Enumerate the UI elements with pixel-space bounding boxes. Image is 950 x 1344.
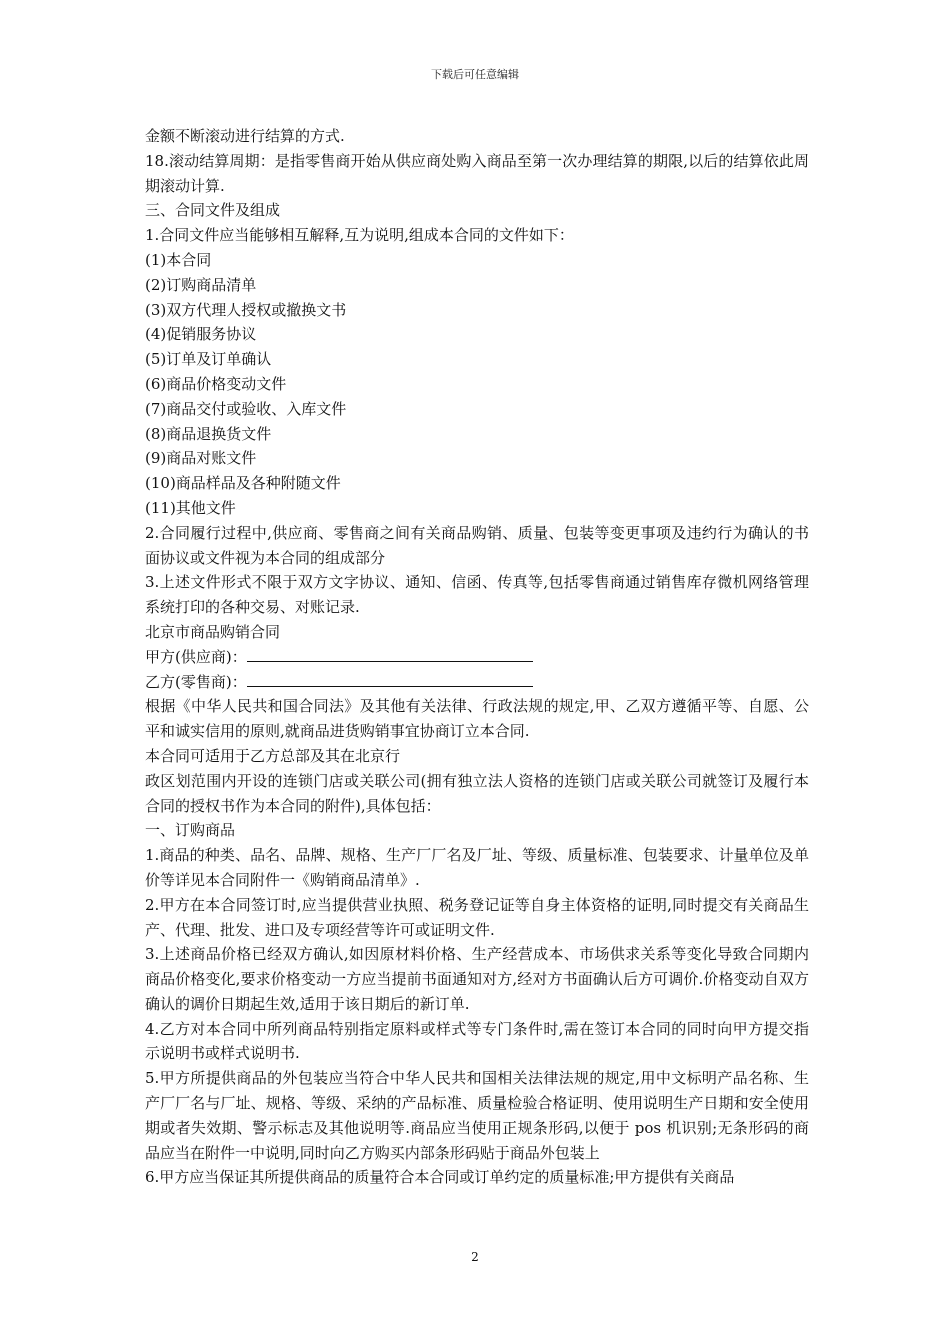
paragraph: 3.上述商品价格已经双方确认,如因原材料价格、生产经营成本、市场供求关系等变化导致合同期内商品价格变化,要求价格变动一方应当提前书面通知对方,经对方书面确认后方可调价.价格变动自双方确认的调价日期起生效,适用于该日期后的新订单. [145,945,809,1013]
party-a-line [145,645,809,670]
paragraph: 18.滚动结算周期：是指零售商开始从供应商处购入商品至第一次办理结算的期限,以后的结算依此周期滚动计算. [145,151,809,195]
page-header: 下载后可任意编辑 [431,68,519,81]
paragraph: 本合同可适用于乙方总部及其在北京行 [145,746,401,765]
contract-title: 北京市商品购销合同 [145,622,281,641]
document-body [145,124,809,1190]
section-heading: 三、合同文件及组成 [145,201,281,220]
page-number: 2 [471,1250,479,1264]
list-item: (4)促销服务协议 [145,325,257,344]
list-item: (7)商品交付或验收、入库文件 [145,399,347,418]
list-item: (5)订单及订单确认 [145,350,272,369]
list-item: (3)双方代理人授权或撤换文书 [145,300,347,319]
party-b-label: 乙方(零售商)： [145,672,247,691]
party-b-blank [247,672,533,687]
paragraph: 5.甲方所提供商品的外包装应当符合中华人民共和国相关法律法规的规定,用中文标明产品名称、生产厂厂名与厂址、规格、等级、采纳的产品标准、质量检验合格证明、使用说明生产日期和安全使用期或者失效期、警示标志及其他说明等.商品应当使用正规条形码,以便于 pos 机识别;无条形码的商品应当在附件一中说明,同时向乙方购买内部条形码贴于商品外包装上 [145,1069,809,1162]
paragraph: 2.合同履行过程中,供应商、零售商之间有关商品购销、质量、包装等变更事项及违约行为确认的书面协议或文件视为本合同的组成部分 [145,523,809,567]
list-item: (11)其他文件 [145,498,236,517]
paragraph: 政区划范围内开设的连锁门店或关联公司(拥有独立法人资格的连锁门店或关联公司就签订及履行本合同的授权书作为本合同的附件),具体包括： [145,771,809,815]
list-item: (10)商品样品及各种附随文件 [145,474,341,493]
list-item: (1)本合同 [145,250,212,269]
paragraph: 3.上述文件形式不限于双方文字协议、通知、信函、传真等,包括零售商通过销售库存微机网络管理系统打印的各种交易、对账记录. [145,573,809,617]
party-a-label: 甲方(供应商)： [145,647,247,666]
paragraph: 根据《中华人民共和国合同法》及其他有关法律、行政法规的规定,甲、乙双方遵循平等、自愿、公平和诚实信用的原则,就商品进货购销事宜协商订立本合同. [145,697,809,741]
paragraph: 4.乙方对本合同中所列商品特别指定原料或样式等专门条件时,需在签订本合同的同时向甲方提交指示说明书或样式说明书. [145,1019,809,1063]
section-heading: 一、订购商品 [145,821,236,840]
paragraph: 2.甲方在本合同签订时,应当提供营业执照、税务登记证等自身主体资格的证明,同时提交有关商品生产、代理、批发、进口及专项经营等许可或证明文件. [145,895,809,939]
list-item: (9)商品对账文件 [145,449,257,468]
list-item: (6)商品价格变动文件 [145,374,287,393]
paragraph: 1.合同文件应当能够相互解释,互为说明,组成本合同的文件如下： [145,226,574,245]
party-b-line [145,670,809,695]
paragraph: 1.商品的种类、品名、品牌、规格、生产厂厂名及厂址、等级、质量标准、包装要求、计量单位及单价等详见本合同附件一《购销商品清单》. [145,846,809,889]
party-a-blank [247,647,533,662]
paragraph: 6.甲方应当保证其所提供商品的质量符合本合同或订单约定的质量标准;甲方提供有关商品 [145,1168,735,1187]
list-item: (8)商品退换货文件 [145,424,272,443]
list-item: (2)订购商品清单 [145,275,257,294]
paragraph: 金额不断滚动进行结算的方式. [145,127,345,145]
